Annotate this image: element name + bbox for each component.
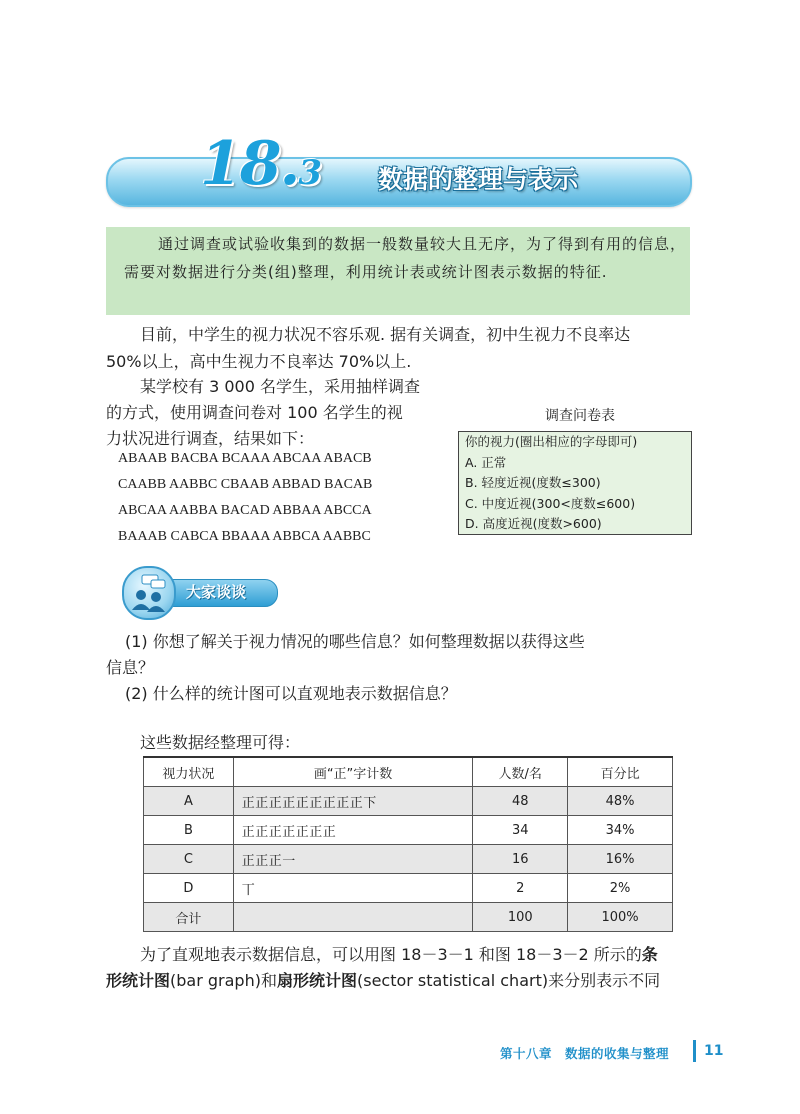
questionnaire-option-a: A. 正常 (465, 454, 507, 470)
closing-line-2 (106, 967, 660, 994)
table-cell: 2 (473, 874, 568, 903)
sector-chart-english: (sector statistical chart)来分别表示不同 (356, 971, 661, 990)
paragraph-2-line-3: 力状况进行调查，结果如下： (106, 429, 315, 448)
table-cell: A (144, 787, 234, 816)
paragraph-1-line-2: 50%以上，高中生视力不良率达 70%以上. (106, 352, 412, 371)
section-number: 18.3 (200, 129, 323, 199)
term-bar-graph: 形统计图 (106, 971, 171, 990)
table-row (144, 874, 673, 903)
tally-cell: 丅 (233, 874, 473, 903)
section-title: 数据的整理与表示 (378, 165, 579, 194)
table-cell: 16 (473, 845, 568, 874)
column-header: 画“正”字计数 (233, 757, 473, 787)
table-header-row (144, 757, 673, 787)
questionnaire-option-d: D. 高度近视(度数>600) (465, 516, 602, 531)
response-code-row: BAAAB CABCA BBAAA ABBCA AABBC (118, 529, 371, 544)
footer-chapter: 第十八章 数据的收集与整理 (500, 1046, 670, 1061)
table-cell: 合计 (144, 903, 234, 932)
term-bar-graph-start: 条 (641, 945, 658, 964)
paragraph-1-line-1: 目前，中学生的视力状况不容乐观. 据有关调查，初中生视力不良率达 (140, 325, 631, 344)
closing-line-1-text: 为了直观地表示数据信息，可以用图 18－3－1 和图 18－3－2 所示的 (140, 945, 642, 964)
table-cell: 100 (473, 903, 568, 932)
discussion-label: 大家谈谈 (186, 583, 247, 601)
paragraph-2-line-1: 某学校有 3 000 名学生，采用抽样调查 (140, 377, 420, 396)
table-cell: 48% (568, 787, 673, 816)
discussion-question-1-line-1: (1) 你想了解关于视力情况的哪些信息？如何整理数据以获得这些 (125, 632, 585, 651)
questionnaire-option-b: B. 轻度近视(度数≤300) (465, 475, 601, 490)
intro-text: 通过调查或试验收集到的数据一般数量较大且无序，为了得到有用的信息，需要对数据进行分类(组)整理，利用统计表或统计图表示数据的特征. (124, 235, 687, 281)
column-header: 人数/名 (473, 757, 568, 787)
page-number: 11 (704, 1043, 724, 1059)
table-row (144, 816, 673, 845)
table-cell: 48 (473, 787, 568, 816)
response-code-row: CAABB AABBC CBAAB ABBAD BACAB (118, 477, 373, 492)
section-number-sub: 3 (298, 153, 323, 193)
table-intro: 这些数据经整理可得： (140, 733, 301, 752)
table-cell: 2% (568, 874, 673, 903)
table-row (144, 787, 673, 816)
paragraph-2-line-2: 的方式，使用调查问卷对 100 名学生的视 (106, 403, 403, 422)
questionnaire-caption: 调查问卷表 (545, 408, 615, 424)
response-code-row: ABCAA AABBA BACAD ABBAA ABCCA (118, 503, 372, 518)
questionnaire-box (458, 431, 692, 535)
column-header: 百分比 (568, 757, 673, 787)
table-cell: 34 (473, 816, 568, 845)
footer-divider (693, 1040, 696, 1062)
discussion-question-2: (2) 什么样的统计图可以直观地表示数据信息？ (125, 684, 457, 703)
table-total-row (144, 903, 673, 932)
response-codes (118, 446, 448, 550)
tally-cell: 正正正一 (233, 845, 473, 874)
questionnaire-option-c: C. 中度近视(300<度数≤600) (465, 495, 636, 511)
table-cell: D (144, 874, 234, 903)
response-code-row: ABAAB BACBA BCAAA ABCAA ABACB (118, 451, 372, 466)
column-header: 视力状况 (144, 757, 234, 787)
questionnaire-prompt: 你的视力(圈出相应的字母即可) (465, 434, 638, 449)
discussion-question-1-line-2: 信息？ (106, 658, 155, 677)
table-row (144, 845, 673, 874)
closing-line-1 (140, 941, 658, 968)
people-chat-icon (122, 566, 176, 620)
table-cell: 100% (568, 903, 673, 932)
table-cell: 16% (568, 845, 673, 874)
tally-cell: 正正正正正正正正正下 (233, 787, 473, 816)
table-cell: 34% (568, 816, 673, 845)
bar-graph-english: (bar graph)和 (170, 971, 277, 990)
table-cell: B (144, 816, 234, 845)
tally-cell (233, 903, 473, 932)
tally-cell: 正正正正正正正 (233, 816, 473, 845)
tally-table (143, 756, 673, 932)
term-sector-chart: 扇形统计图 (276, 971, 357, 990)
table-cell: C (144, 845, 234, 874)
